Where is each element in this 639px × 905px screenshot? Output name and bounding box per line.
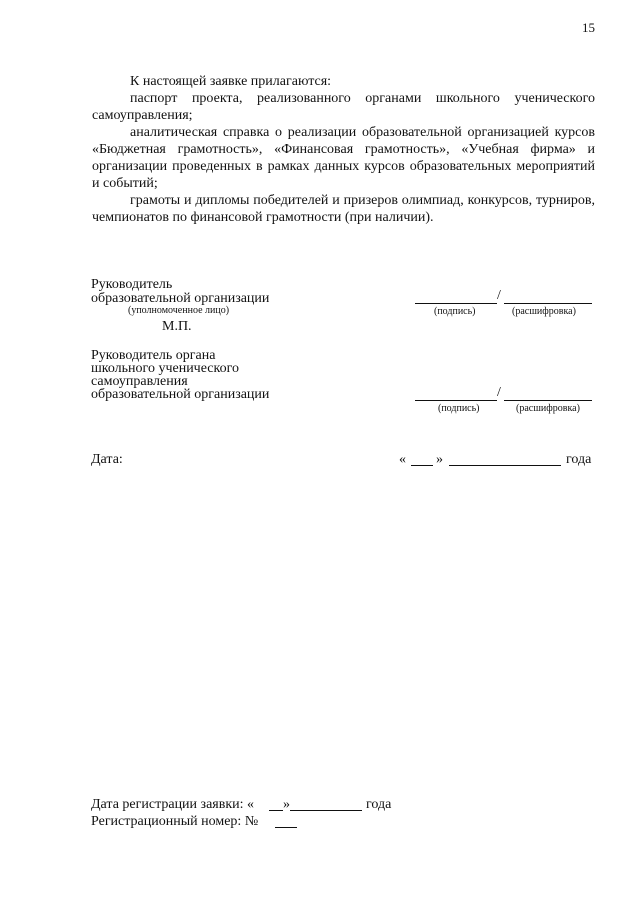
signature-caption: (подпись) <box>434 306 476 317</box>
sg-title-line1: Руководитель органа <box>91 348 216 363</box>
stamp-label: М.П. <box>162 319 192 334</box>
sg-decode-caption: (расшифровка) <box>516 403 580 414</box>
registration-number-label: Регистрационный номер: № <box>91 814 259 829</box>
sg-title-line4: образовательной организации <box>91 387 270 402</box>
decode-caption: (расшифровка) <box>512 306 576 317</box>
registration-number-blank[interactable] <box>275 827 297 828</box>
sg-signature-separator: / <box>497 385 501 400</box>
signer-title-line1: Руководитель <box>91 277 173 292</box>
registration-month-blank[interactable] <box>290 810 362 811</box>
attachment-item-diplomas: грамоты и дипломы победителей и призеров олимпиад, конкурсов, турниров, чемпионатов по финансовой грамотности (при наличии). <box>92 193 595 225</box>
signer-title-line2: образовательной организации <box>91 291 270 306</box>
sg-decode-line <box>504 400 592 401</box>
date-month-blank[interactable] <box>449 465 561 466</box>
signature-separator: / <box>497 288 501 303</box>
date-label: Дата: <box>91 452 123 467</box>
page-number: 15 <box>582 20 595 35</box>
signature-line <box>415 303 497 304</box>
sg-signature-caption: (подпись) <box>438 403 480 414</box>
attachment-item-analytic-report: аналитическая справка о реализации образовательной организацией курсов «Бюджетная грамотность», «Финансовая грамотность», «Учебная фирма» и организации проведенных в рамках данных курсов образовательных мероприятий и событий; <box>92 125 595 191</box>
date-quote-close: » <box>436 452 443 467</box>
registration-date-label: Дата регистрации заявки: « <box>91 797 255 812</box>
registration-day-blank[interactable] <box>269 810 283 811</box>
sg-title-line3: самоуправления <box>91 374 188 389</box>
registration-year-word: года <box>366 797 392 812</box>
sg-signature-line <box>415 400 497 401</box>
attachment-item-passport: паспорт проекта, реализованного органами школьного ученического самоуправления; <box>92 91 595 123</box>
date-day-blank[interactable] <box>411 465 433 466</box>
decode-line <box>504 303 592 304</box>
authorized-person-note: (уполномоченное лицо) <box>128 305 230 316</box>
sg-title-line2: школьного ученического <box>91 361 239 376</box>
date-year-word: года <box>566 452 592 467</box>
registration-quote-close: » <box>283 797 290 812</box>
attachments-intro: К настоящей заявке прилагаются: <box>130 74 332 89</box>
date-quote-open: « <box>399 452 406 467</box>
